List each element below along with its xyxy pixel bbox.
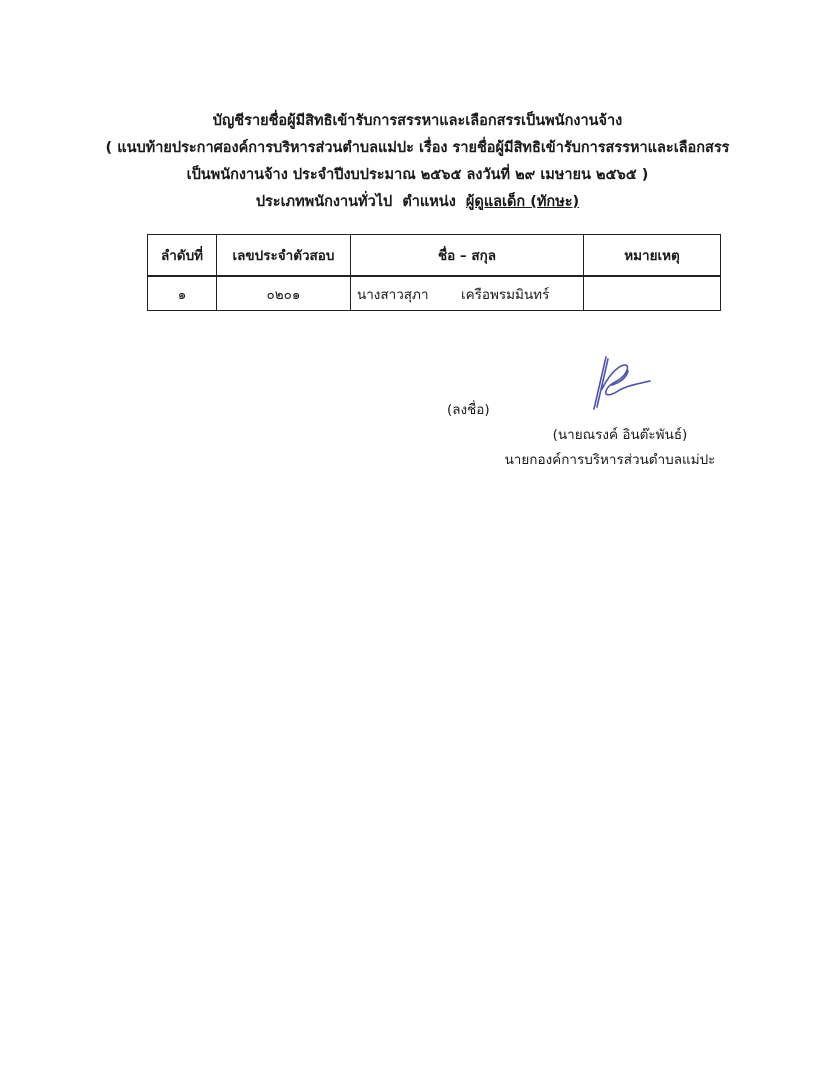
header-title: บัญชีรายชื่อผู้มีสิทธิเข้ารับการสรรหาและเลือกสรรเป็นพนักงานจ้าง xyxy=(212,113,623,129)
position-name: ผู้ดูแลเด็ก (ทักษะ) xyxy=(465,194,580,210)
header-subtitle-1: ( แนบท้ายประกาศองค์การบริหารส่วนตำบลแม่ปะ เรื่อง รายชื่อผู้มีสิทธิเข้ารับการสรรหาและเลือกสรร xyxy=(105,140,730,156)
column-header-no: ลำดับที่ xyxy=(148,235,217,277)
signer-name: (นายณรงค์ อินต๊ะพันธ์) xyxy=(552,427,688,443)
column-header-remark: หมายเหตุ xyxy=(584,235,721,277)
header-position-line xyxy=(0,189,835,216)
table-header-row xyxy=(148,235,721,277)
cell-exam-id: ๐๒๐๑ xyxy=(217,276,351,311)
document-header xyxy=(0,108,835,216)
last-name: เครือพรมมินทร์ xyxy=(461,286,550,303)
header-subtitle-2: เป็นพนักงานจ้าง ประจำปีงบประมาณ ๒๕๖๕ ลงวันที่ ๒๙ เมษายน ๒๕๖๕ ) xyxy=(186,167,649,183)
signature-label: (ลงชื่อ) xyxy=(447,402,490,418)
candidate-table xyxy=(147,234,721,311)
column-header-name: ชื่อ – สกุล xyxy=(351,235,584,277)
signature-icon xyxy=(588,355,652,411)
first-name: นางสาวสุภา xyxy=(357,286,429,303)
column-header-exam-id: เลขประจำตัวสอบ xyxy=(217,235,351,277)
cell-name xyxy=(351,276,584,311)
cell-remark xyxy=(584,276,721,311)
employee-type: ประเภทพนักงานทั่วไป ตำแหน่ง xyxy=(255,194,466,210)
table-row xyxy=(148,276,721,311)
signer-position: นายกองค์การบริหารส่วนตำบลแม่ปะ xyxy=(504,452,716,468)
cell-no: ๑ xyxy=(148,276,217,311)
